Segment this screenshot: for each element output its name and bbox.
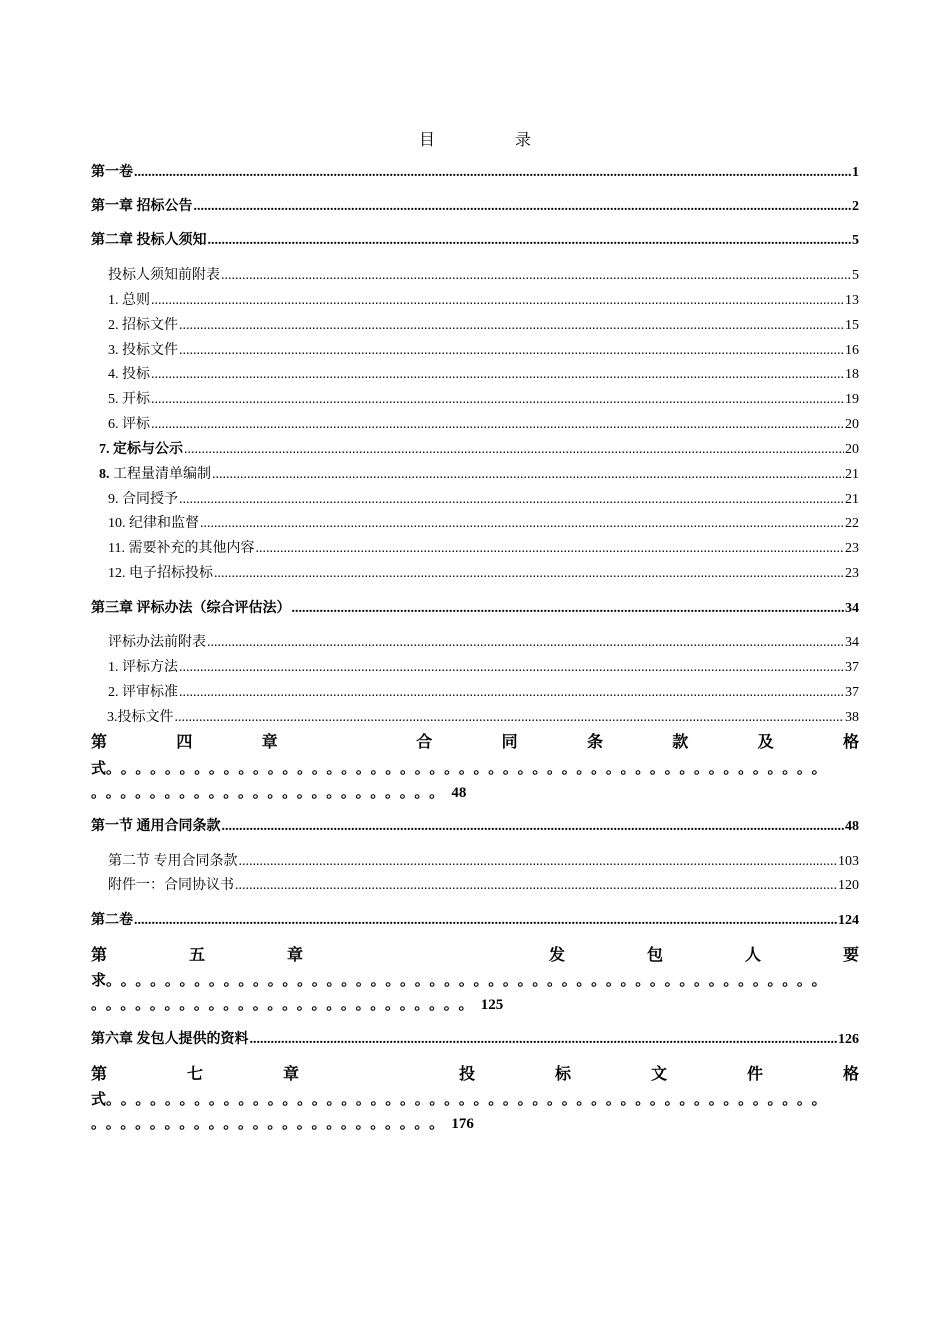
ch5-heading-line: 第 五 章 发 包 人 要 [91,947,859,964]
toc-entry-ch2-9[interactable]: 9. 合同授予 ..... 21 [108,490,859,510]
ch5-leader-line-1: 求。。。。。。。。。。。。。。。。。。。。。。。。。。。。。。。。。。。。。。。。。。。。。。。。。 [91,973,834,989]
toc-entry-ch3-3[interactable]: 3.投标文件 ..... 38 [107,708,859,728]
toc-entry-ch3-2[interactable]: 2. 评审标准 ..... 37 [108,683,859,703]
toc-entry-ch2-1[interactable]: 1. 总则 ..... 13 [108,291,859,311]
ch7-heading-line: 第 七 章 投 标 文 件 格 [91,1066,859,1083]
toc-entry-ch2-3[interactable]: 3. 投标文件 ..... 16 [108,341,859,361]
toc-entry-ch1[interactable]: 第一章 招标公告 ..... 2 [91,197,859,217]
toc-entry-ch3[interactable]: 第三章 评标办法（综合评估法） ..... 34 [91,599,859,619]
toc-entry-ch3-1[interactable]: 1. 评标方法 ..... 37 [108,658,859,678]
toc-entry-vol2[interactable]: 第二卷 ..... 124 [91,911,859,931]
toc-entry-ch2-8[interactable]: 8. 工程量清单编制 ..... 21 [99,465,859,485]
toc-entry-ch2-6[interactable]: 6. 评标 ..... 20 [108,415,859,435]
toc-entry-ch2-10[interactable]: 10. 纪律和监督 ..... 22 [108,514,859,534]
toc-entry-ch6[interactable]: 第六章 发包人提供的资料 ..... 126 [91,1030,859,1050]
toc-entry-ch2-5[interactable]: 5. 开标 ..... 19 [108,390,859,410]
toc-entry-sec1[interactable]: 第一节 通用合同条款 ..... 48 [91,817,859,837]
toc-entry-ch2[interactable]: 第二章 投标人须知 ..... 5 [91,231,859,251]
ch5-leader-line-2: 。。。。。。。。。。。。。。。。。。。。。。。。。。125 [91,997,504,1013]
toc-entry-vol1[interactable]: 第一卷 ..... 1 [91,163,859,183]
toc-entry-annex1[interactable]: 附件一：合同协议书 ..... 120 [108,876,859,896]
toc-entry-ch2-11[interactable]: 11. 需要补充的其他内容 ..... 23 [108,539,859,559]
toc-entry-ch2-table[interactable]: 投标人须知前附表 ..... 5 [108,266,859,286]
toc-title-right: 录 [515,132,532,149]
toc-entry-ch2-12[interactable]: 12. 电子招标投标 ..... 23 [108,564,859,584]
toc-entry-ch3-table[interactable]: 评标办法前附表 ..... 34 [108,633,859,653]
ch4-leader-line-1: 式。。。。。。。。。。。。。。。。。。。。。。。。。。。。。。。。。。。。。。。。。。。。。。。。。 [91,761,834,777]
toc-title-left: 目 [418,132,435,149]
ch7-leader-line-2: 。。。。。。。。。。。。。。。。。。。。。。。。176 [91,1116,474,1132]
toc-entry-sec2[interactable]: 第二节 专用合同条款 ..... 103 [108,852,859,872]
toc-entry-ch2-7[interactable]: 7. 定标与公示 ..... 20 [99,440,859,460]
toc-entry-ch2-2[interactable]: 2. 招标文件 ..... 15 [108,316,859,336]
ch4-heading-line: 第 四 章 合 同 条 款 及 格 [91,734,859,751]
table-of-contents [91,0,859,1344]
toc-entry-ch2-4[interactable]: 4. 投标 ..... 18 [108,365,859,385]
ch7-leader-line-1: 式。。。。。。。。。。。。。。。。。。。。。。。。。。。。。。。。。。。。。。。。。。。。。。。。。 [91,1092,834,1108]
ch4-leader-line-2: 。。。。。。。。。。。。。。。。。。。。。。。。48 [91,785,467,801]
